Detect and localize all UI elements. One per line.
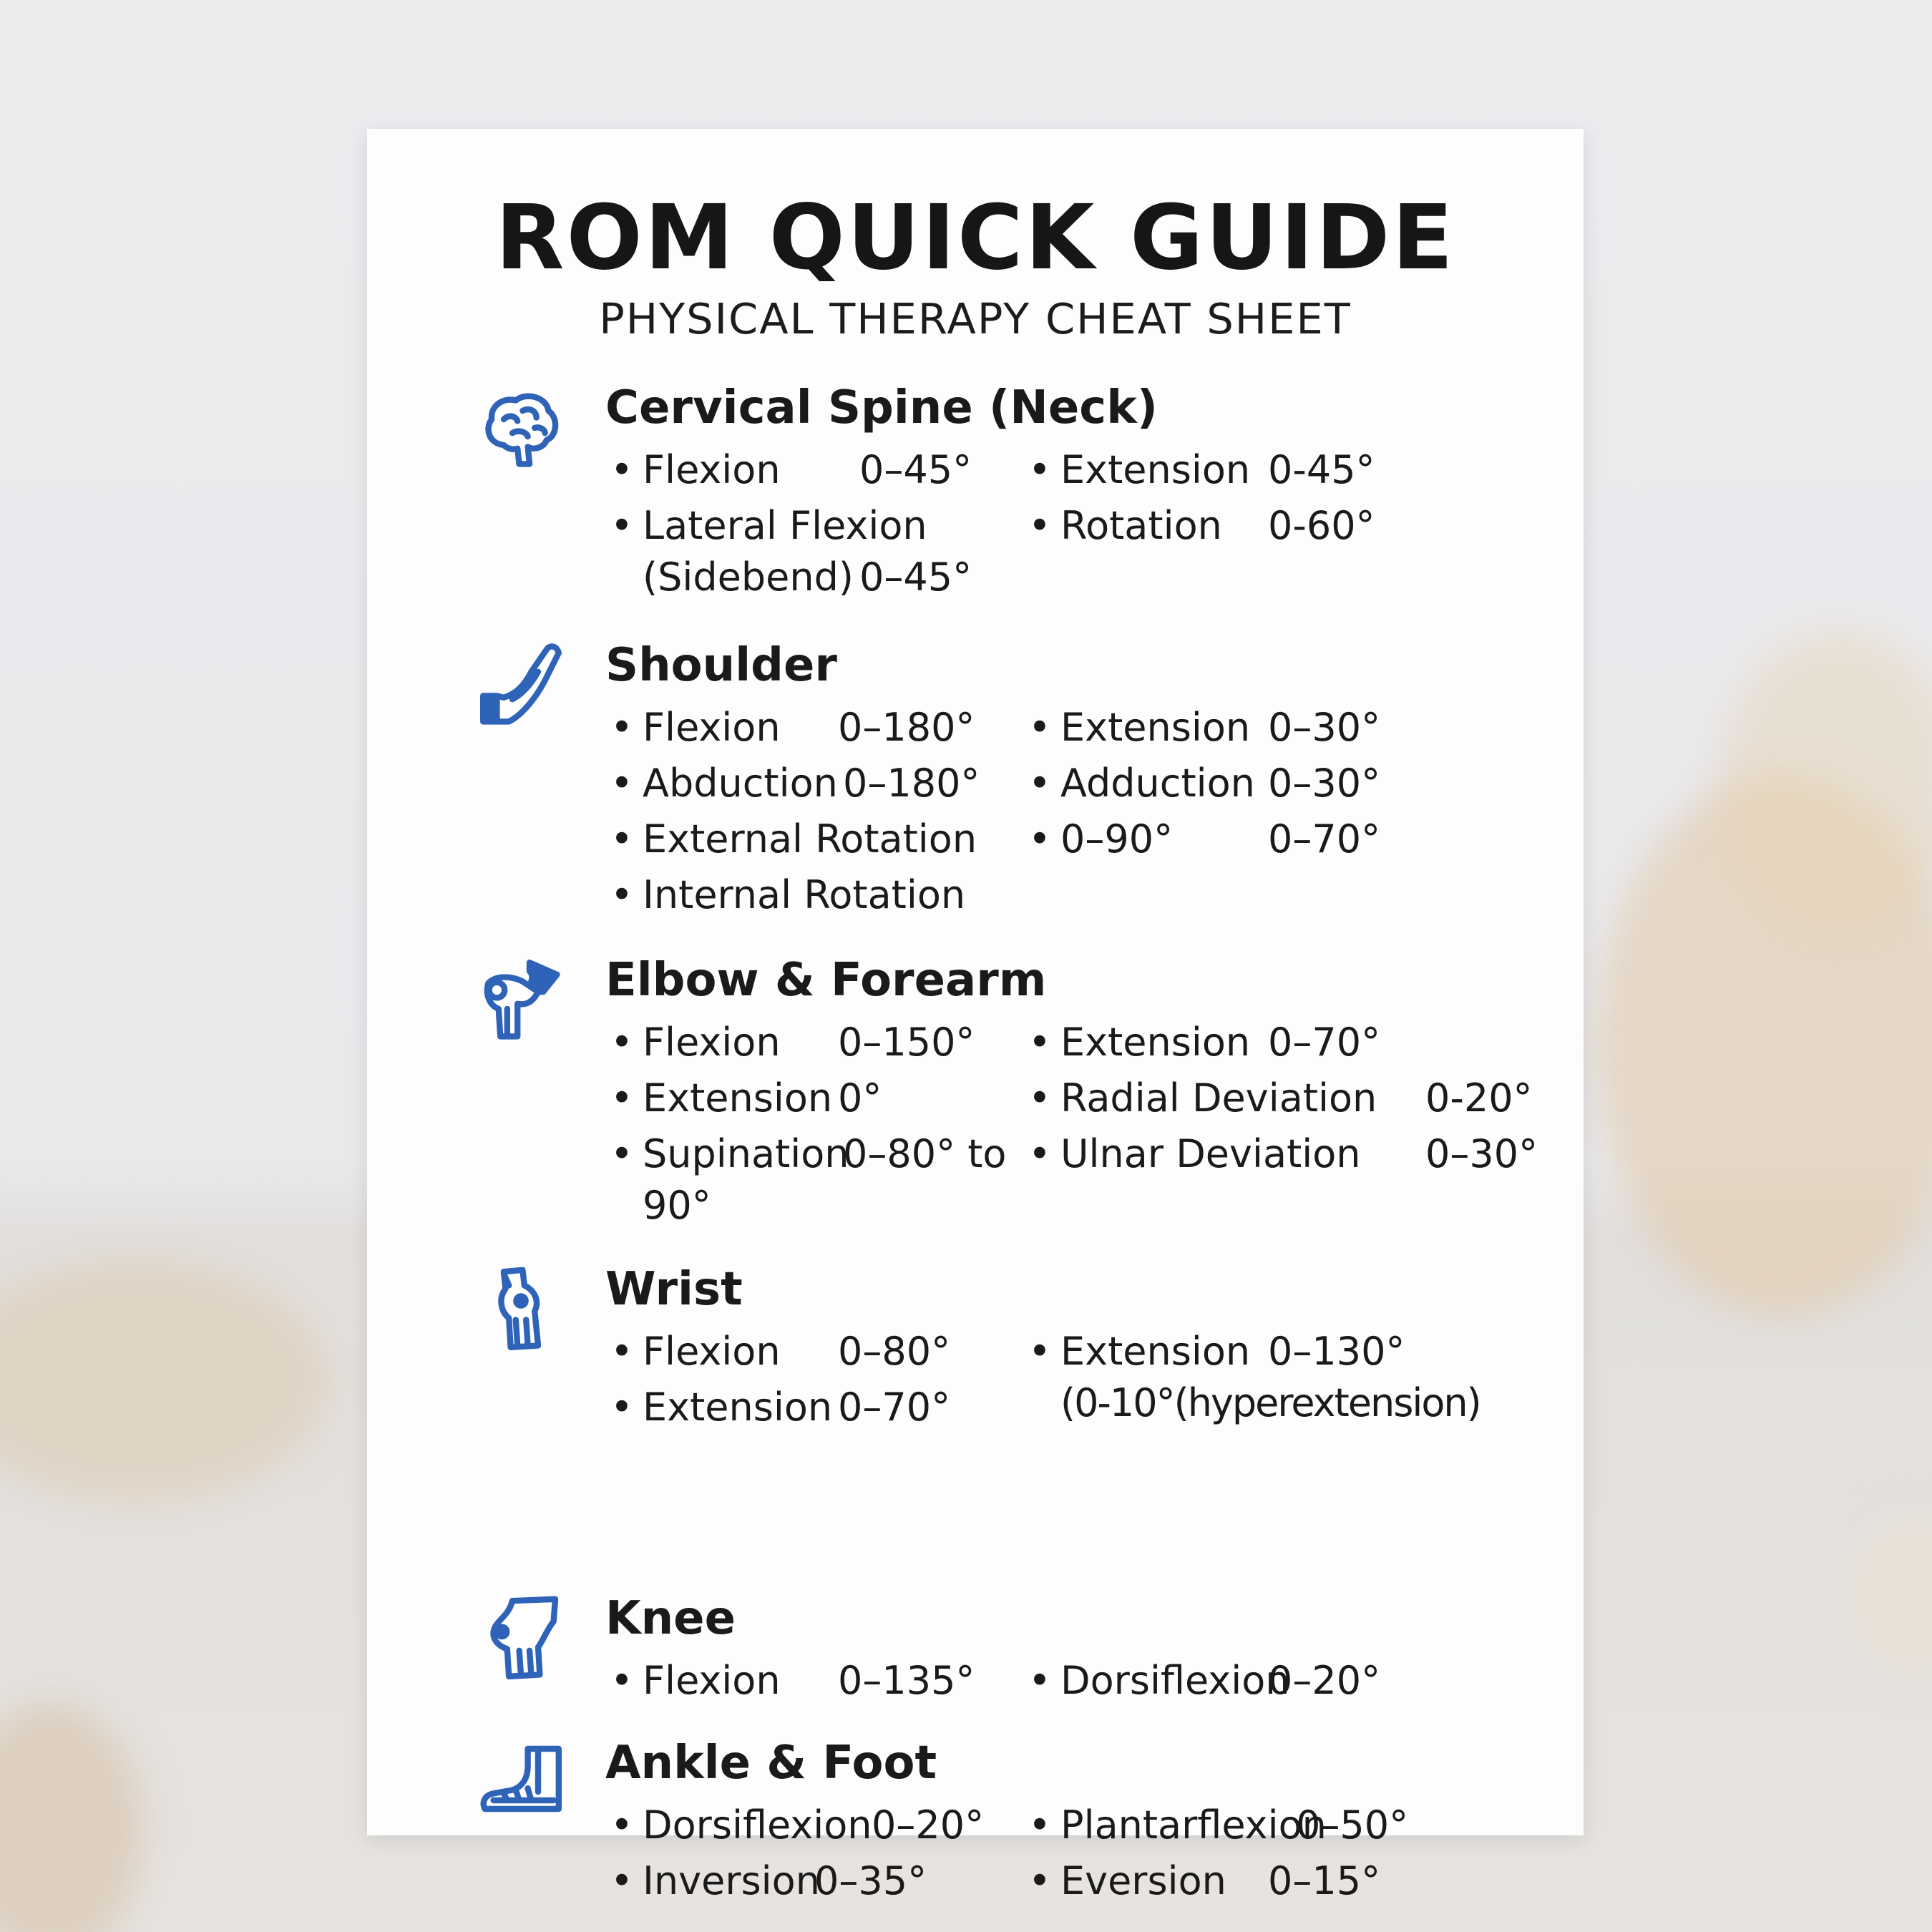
section-heading: Cervical Spine (Neck)	[605, 381, 1158, 434]
motion-label: Extension	[1060, 705, 1251, 750]
bullet-point: •	[610, 705, 633, 750]
motion-value: 0–135°	[838, 1658, 975, 1703]
bullet-point: •	[610, 872, 633, 917]
motion-value: 0–150°	[838, 1020, 975, 1065]
motion-label: Extension	[1060, 447, 1251, 492]
motion-value: 0–30°	[1268, 705, 1381, 750]
motion-value: 0–80° to	[843, 1131, 1007, 1176]
knee-icon	[478, 1596, 564, 1682]
motion-label: Abduction	[643, 761, 838, 806]
section-heading: Knee	[605, 1592, 736, 1645]
motion-value: 0–130°	[1268, 1329, 1405, 1374]
bullet-point: •	[1028, 1329, 1051, 1374]
motion-label: Ulnar Deviation	[1060, 1131, 1361, 1176]
motion-label: Extension	[1060, 1329, 1251, 1374]
motion-label: Flexion	[643, 1020, 781, 1065]
motion-label: Inversion	[643, 1858, 820, 1903]
bullet-point: •	[1028, 1020, 1051, 1065]
bullet-point: •	[1028, 1802, 1051, 1848]
motion-label: Extension	[643, 1385, 833, 1430]
motion-label: Extension	[643, 1075, 833, 1121]
arm-icon	[478, 643, 564, 728]
motion-label-line2: (Sidebend)	[643, 555, 854, 600]
wrist-icon	[478, 1267, 564, 1352]
motion-label-line2: 90°	[643, 1183, 711, 1228]
bullet-point: •	[1028, 705, 1051, 750]
bullet-point: •	[1028, 761, 1051, 806]
motion-value: 0-20°	[1425, 1075, 1533, 1121]
section-heading: Wrist	[605, 1263, 743, 1316]
motion-label: Dorsiflexion	[643, 1802, 872, 1848]
brain-icon	[478, 385, 564, 471]
bullet-point: •	[1028, 1858, 1051, 1903]
motion-value: 0–180°	[838, 705, 975, 750]
bullet-point: •	[1028, 1131, 1051, 1176]
motion-value: 0-45°	[1268, 447, 1375, 492]
bullet-point: •	[1028, 816, 1051, 862]
foot-icon	[478, 1740, 564, 1826]
motion-label: Rotation	[1060, 503, 1222, 548]
bullet-point: •	[1028, 447, 1051, 492]
bullet-point: •	[610, 1802, 633, 1848]
motion-label: External Rotation	[643, 816, 977, 862]
motion-value: 0–15°	[1268, 1858, 1381, 1903]
motion-value: 0–70°	[838, 1385, 951, 1430]
motion-label: Lateral Flexion	[643, 503, 927, 548]
motion-value: 0–70°	[1268, 1020, 1381, 1065]
elbow-icon	[478, 957, 564, 1043]
bullet-point: •	[1028, 503, 1051, 548]
motion-value: 0–20°	[1268, 1658, 1381, 1703]
motion-value: 0°	[838, 1075, 882, 1121]
bullet-point: •	[610, 761, 633, 806]
page-subtitle: PHYSICAL THERAPY CHEAT SHEET	[599, 294, 1352, 343]
motion-value: 0–80°	[838, 1329, 951, 1374]
bullet-point: •	[610, 1131, 633, 1176]
bullet-point: •	[610, 1075, 633, 1121]
motion-value: 0–30°	[1268, 761, 1381, 806]
motion-label: Supination	[643, 1131, 849, 1176]
motion-label: Extension	[1060, 1020, 1251, 1065]
bullet-point: •	[610, 447, 633, 492]
motion-label: Flexion	[643, 1658, 781, 1703]
section-heading: Shoulder	[605, 639, 837, 692]
section-heading: Ankle & Foot	[605, 1737, 937, 1790]
motion-label: Adduction	[1060, 761, 1255, 806]
rom-guide-card	[367, 129, 1584, 1903]
motion-value: 0–70°	[1268, 816, 1381, 862]
motion-label: Flexion	[643, 447, 781, 492]
motion-label: Dorsiflexion	[1060, 1658, 1290, 1703]
bullet-point: •	[1028, 1658, 1051, 1703]
motion-label: Eversion	[1060, 1858, 1226, 1903]
motion-label: 0–90°	[1060, 816, 1174, 862]
bullet-point: •	[610, 1858, 633, 1903]
bullet-point: •	[1028, 1075, 1051, 1121]
bullet-point: •	[610, 1658, 633, 1703]
bullet-point: •	[610, 503, 633, 548]
motion-value: 0–50°	[1296, 1802, 1409, 1848]
motion-value: 0–45°	[859, 447, 972, 492]
bullet-point: •	[610, 816, 633, 862]
motion-value: 0–30°	[1425, 1131, 1538, 1176]
motion-value: 0–20°	[872, 1802, 985, 1848]
motion-label: Flexion	[643, 1329, 781, 1374]
bullet-point: •	[610, 1329, 633, 1374]
motion-value: 0–35°	[814, 1858, 927, 1903]
section-heading: Elbow & Forearm	[605, 954, 1047, 1007]
bullet-point: •	[610, 1385, 633, 1430]
bullet-point: •	[610, 1020, 633, 1065]
page-title: ROM QUICK GUIDE	[495, 186, 1455, 290]
motion-label: Flexion	[643, 705, 781, 750]
motion-label: Plantarflexion	[1060, 1802, 1327, 1848]
motion-value: 0–180°	[843, 761, 980, 806]
motion-value: 0–45°	[859, 555, 972, 600]
motion-label: Internal Rotation	[643, 872, 966, 917]
motion-label: Radial Deviation	[1060, 1075, 1377, 1121]
motion-value: 0-60°	[1268, 503, 1375, 548]
motion-label-line2: (0-10°(hyperextension)	[1060, 1380, 1480, 1425]
